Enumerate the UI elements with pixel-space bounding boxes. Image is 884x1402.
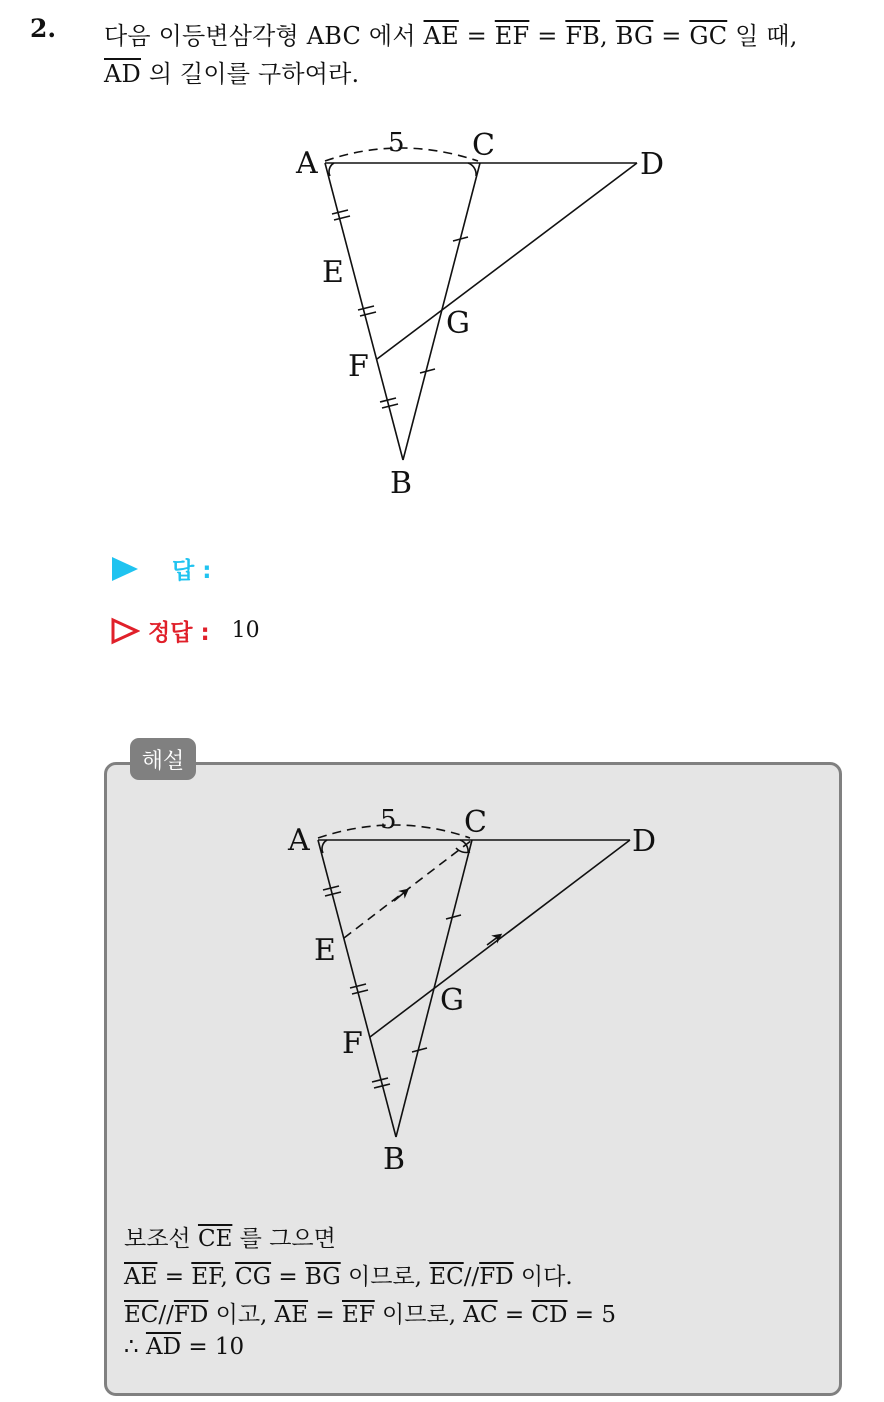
- label-G: G: [446, 306, 470, 341]
- question-triangle-figure: [0, 0, 884, 520]
- tick-GB: [412, 1048, 427, 1052]
- solution-line-2: $\overline{AE} = \overline{EF}$, $\overline{CG} = \overline{BG}$ 이므로, $\overline{EC}//\overline{FD}$ 이다.: [124, 1264, 573, 1290]
- correct-answer-value: 10: [231, 618, 260, 643]
- solution-line-1: 보조선 $\overline{CE}$ 를 그으면: [124, 1226, 336, 1252]
- label-A: A: [296, 146, 318, 181]
- question-text-line-2: $\overline{AD}$ 의 길이를 구하여라.: [104, 60, 360, 88]
- correct-answer-row: [110, 614, 260, 647]
- segment-AB: [325, 163, 403, 460]
- filled-triangle-icon: [110, 555, 140, 583]
- solution-tab: 해설: [130, 738, 196, 780]
- segment-AB: [318, 840, 396, 1137]
- tick-AE: [332, 210, 350, 220]
- arrow-CE: [394, 891, 406, 901]
- segment-CE-dashed: [344, 840, 472, 938]
- label-G: G: [440, 983, 464, 1018]
- label-length: 5: [388, 128, 405, 158]
- user-answer-label: 답 :: [172, 558, 212, 584]
- tick-CG: [446, 915, 461, 919]
- user-answer-row: [110, 552, 233, 585]
- label-C: C: [472, 128, 495, 163]
- label-E: E: [322, 255, 344, 290]
- label-B: B: [390, 466, 413, 501]
- angle-mark-A: [322, 840, 327, 853]
- solution-line-3: $\overline{EC}//\overline{FD}$ 이고, $\overline{AE} = \overline{EF}$ 이므로, $\overline{AC} = \overline{CD} = 5$: [124, 1302, 617, 1328]
- question-text-line-1: 다음 이등변삼각형 ABC 에서 $\overline{AE} = \overline{EF} = \overline{FB}$, $\overline{BG} = \overline{GC}$ 일 때,: [104, 22, 798, 50]
- tick-EF: [350, 984, 368, 994]
- segment-FD: [370, 840, 630, 1037]
- tick-GB: [420, 369, 435, 373]
- tick-EF: [358, 306, 376, 316]
- label-C: C: [464, 805, 487, 840]
- label-F: F: [348, 349, 369, 384]
- label-D: D: [640, 147, 665, 182]
- angle-mark-C: [468, 163, 476, 176]
- label-A: A: [288, 823, 310, 858]
- label-D: D: [632, 824, 657, 859]
- label-E: E: [314, 933, 336, 968]
- question-number: 2.: [30, 14, 57, 43]
- label-B: B: [383, 1142, 406, 1177]
- label-length: 5: [380, 805, 397, 835]
- solution-triangle-figure: [0, 780, 884, 1190]
- angle-mark-A: [329, 163, 334, 176]
- solution-line-4: ∴ $\overline{AD} = 10$: [124, 1334, 245, 1360]
- label-F: F: [342, 1026, 363, 1061]
- correct-answer-label: 정답 :: [148, 620, 210, 646]
- segment-FD: [377, 163, 637, 359]
- outline-triangle-icon: [110, 617, 140, 645]
- tick-FB: [380, 398, 398, 408]
